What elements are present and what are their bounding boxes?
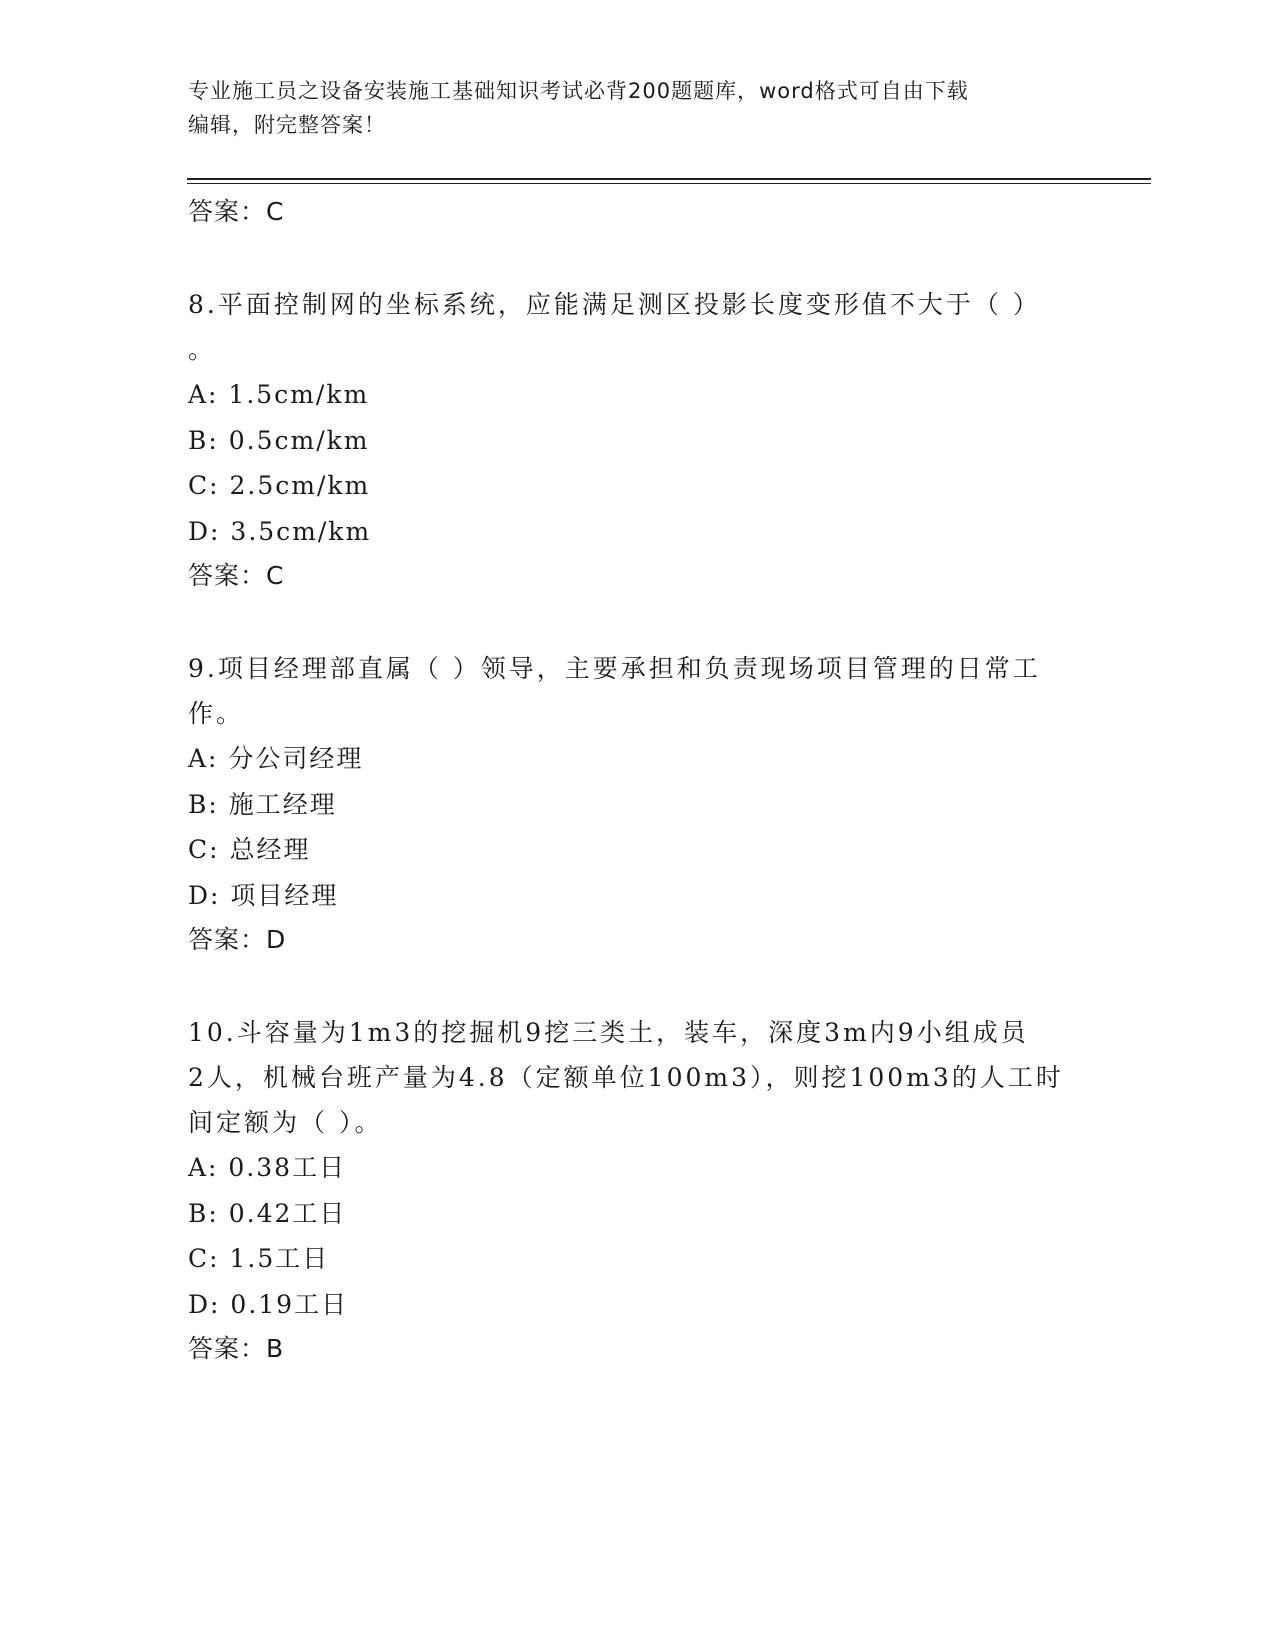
answer-label: 答案：D bbox=[188, 925, 287, 954]
option-c: C: 1.5工日 bbox=[188, 1244, 330, 1273]
option-d: D: 0.19工日 bbox=[188, 1289, 349, 1319]
header-line-2: 编辑，附完整答案！ bbox=[188, 113, 386, 137]
answer-label: 答案：B bbox=[188, 1334, 285, 1363]
option-c: C: 总经理 bbox=[188, 835, 311, 864]
question-text: 8.平面控制网的坐标系统，应能满足测区投影长度变形值不大于（ ） bbox=[188, 290, 1041, 319]
option-d: D: 项目经理 bbox=[188, 880, 339, 910]
option-a: A: 1.5cm/km bbox=[188, 380, 370, 409]
question-9 bbox=[188, 646, 1088, 962]
question-text: 。 bbox=[188, 335, 217, 364]
question-text: 作。 bbox=[188, 699, 245, 728]
option-c: C: 2.5cm/km bbox=[188, 471, 371, 500]
question-text: 2人，机械台班产量为4.8（定额单位100m3），则挖100m3的人工时 bbox=[188, 1063, 1064, 1092]
question-text: 间定额为（ ）。 bbox=[188, 1108, 383, 1137]
option-a: A: 分公司经理 bbox=[188, 744, 364, 773]
question-text: 10.斗容量为1m3的挖掘机9挖三类土，装车，深度3m内9小组成员 bbox=[188, 1018, 1029, 1047]
option-a: A: 0.38工日 bbox=[188, 1153, 347, 1182]
question-text: 9.项目经理部直属（ ）领导，主要承担和负责现场项目管理的日常工 bbox=[188, 654, 1041, 683]
question-10 bbox=[188, 1010, 1088, 1371]
header-line-1: 专业施工员之设备安装施工基础知识考试必背200题题库，word格式可自由下载 bbox=[188, 79, 969, 103]
option-b: B: 施工经理 bbox=[188, 789, 337, 819]
answer-label: 答案：C bbox=[188, 561, 285, 590]
document-body bbox=[188, 190, 1088, 1371]
header-divider-thick bbox=[187, 178, 1151, 180]
option-d: D: 3.5cm/km bbox=[188, 516, 372, 546]
option-b: B: 0.42工日 bbox=[188, 1198, 347, 1228]
document-header bbox=[188, 74, 1068, 142]
header-divider-thin bbox=[187, 183, 1151, 184]
question-8 bbox=[188, 282, 1088, 598]
option-b: B: 0.5cm/km bbox=[188, 425, 370, 455]
answer-label: 答案：C bbox=[188, 197, 285, 226]
